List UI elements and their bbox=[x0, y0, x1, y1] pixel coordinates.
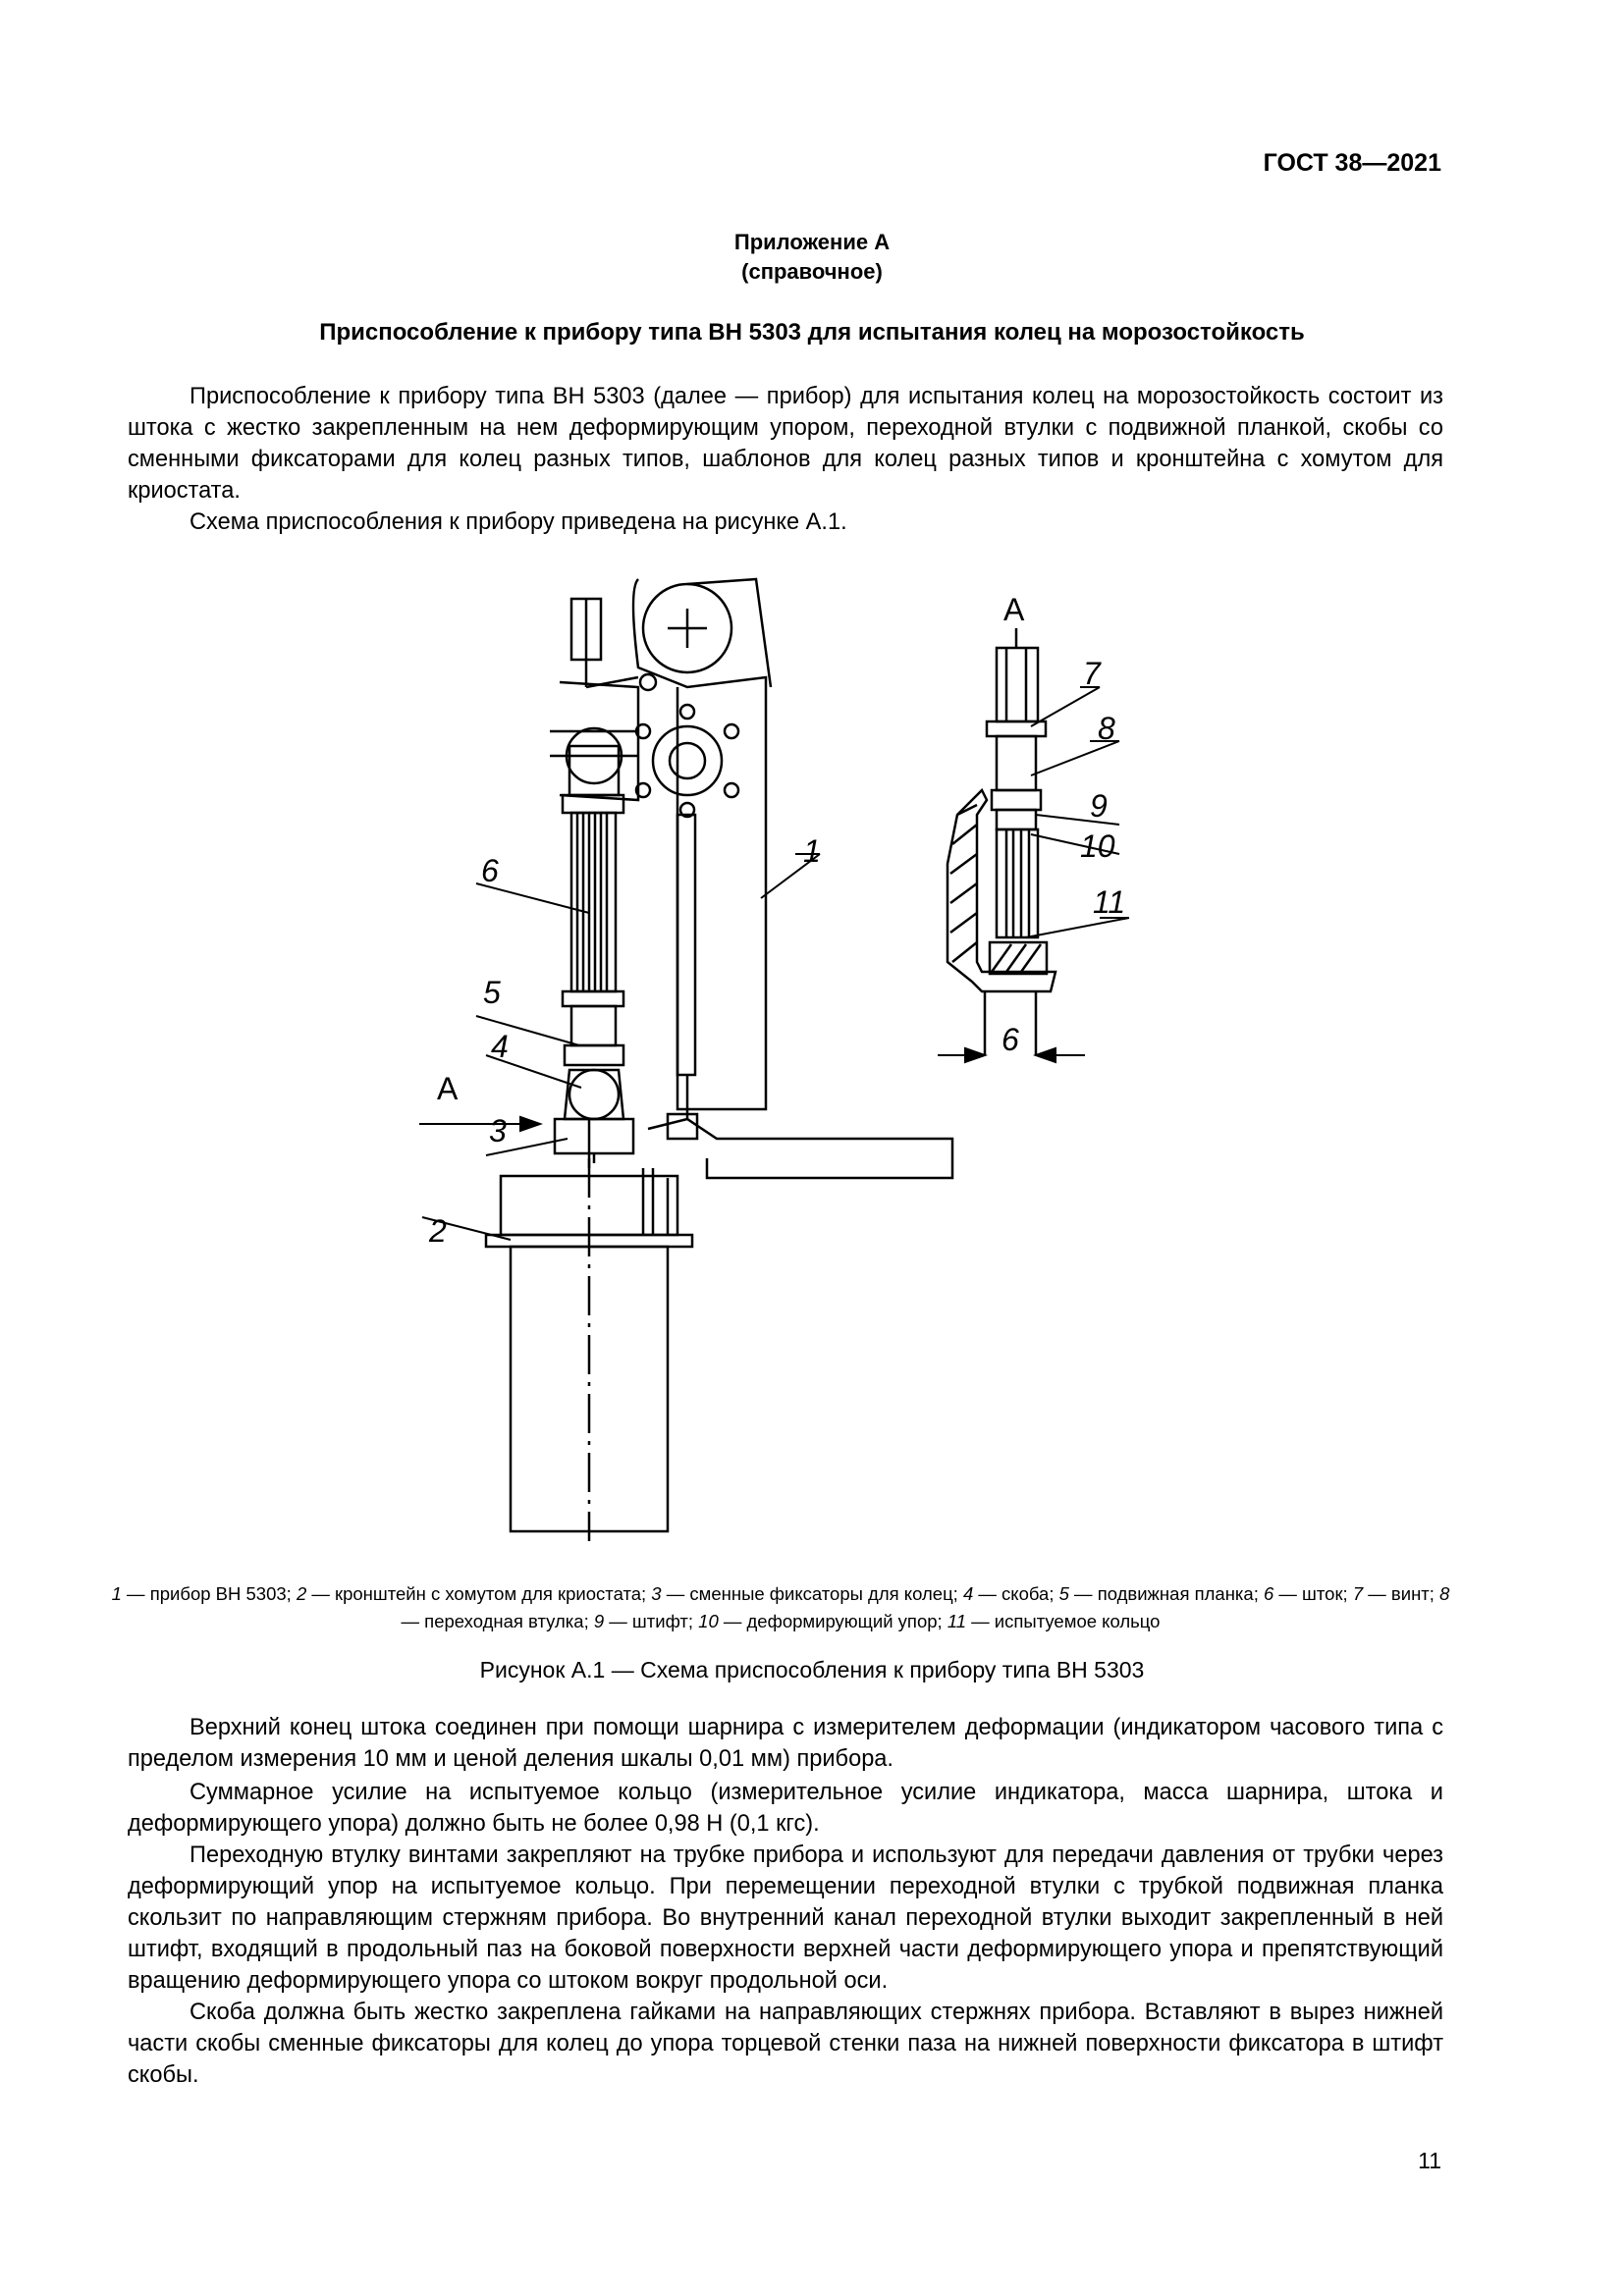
legend-text: — сменные фиксаторы для колец; bbox=[661, 1583, 963, 1604]
legend-num: 4 bbox=[962, 1583, 974, 1604]
legend-text: — испытуемое кольцо bbox=[966, 1611, 1161, 1631]
legend-num: 10 bbox=[698, 1611, 719, 1631]
label-7: 7 bbox=[1083, 656, 1101, 691]
label-6: 6 bbox=[481, 853, 499, 888]
figure-legend bbox=[108, 1580, 1453, 1635]
section-title: Приспособление к прибору типа ВН 5303 для испытания колец на морозостойкость bbox=[319, 319, 1305, 346]
legend-text: — кронштейн с хомутом для криостата; bbox=[306, 1583, 652, 1604]
body-paragraph-2 bbox=[128, 1777, 1443, 1840]
legend-num: 5 bbox=[1058, 1583, 1069, 1604]
legend-num: 11 bbox=[947, 1611, 967, 1631]
standard-number: ГОСТ 38—2021 bbox=[1263, 149, 1441, 177]
legend-text: — подвижная планка; bbox=[1068, 1583, 1264, 1604]
legend-num: 7 bbox=[1352, 1583, 1364, 1604]
label-5: 5 bbox=[483, 975, 501, 1010]
intro-text-2: Схема приспособления к прибору приведена на рисунке А.1. bbox=[189, 509, 847, 535]
page-number: 11 bbox=[1418, 2148, 1441, 2173]
figure-caption: Рисунок А.1 — Схема приспособления к прибору типа ВН 5303 bbox=[479, 1657, 1145, 1682]
legend-num: 3 bbox=[651, 1583, 662, 1604]
body-paragraph-4 bbox=[128, 1997, 1443, 2091]
body-text-4: Скоба должна быть жестко закреплена гайками на направляющих стержнях прибора. Вставляют в вырез нижней части скобы сменные фиксаторы для колец до упора торцевой стенки паза на нижней поверхности фиксатора в штифт скобы. bbox=[128, 2000, 1443, 2088]
legend-num: 1 bbox=[111, 1583, 122, 1604]
main-device-view bbox=[486, 579, 952, 1541]
label-11: 11 bbox=[1093, 884, 1126, 920]
intro-text-1: Приспособление к прибору типа ВН 5303 (далее — прибор) для испытания колец на морозостойкость состоит из штока с жестко закрепленным на нем деформирующим упором, переходной втулки с подвижной планкой, скобы со сменными фиксаторами для колец разных типов, шаблонов для колец разных типов и кронштейна с хомутом для криостата. bbox=[128, 384, 1443, 504]
label-1: 1 bbox=[803, 833, 821, 869]
view-a-label: А bbox=[1003, 592, 1025, 627]
main-view-leaders bbox=[419, 854, 820, 1240]
legend-num: 9 bbox=[593, 1611, 605, 1631]
label-3: 3 bbox=[489, 1113, 507, 1148]
legend-text: — деформирующий упор; bbox=[718, 1611, 947, 1631]
legend-text: — скоба; bbox=[973, 1583, 1059, 1604]
annex-subtitle: (справочное) bbox=[741, 259, 883, 284]
legend-text: — переходная втулка; bbox=[401, 1611, 594, 1631]
arrow-a-label: А bbox=[437, 1071, 459, 1106]
legend-text: — прибор ВН 5303; bbox=[121, 1583, 297, 1604]
label-4: 4 bbox=[491, 1029, 509, 1064]
legend-num: 2 bbox=[296, 1583, 307, 1604]
body-text-3: Переходную втулку винтами закрепляют на трубке прибора и используют для передачи давления от трубки через деформирующий упор на испытуемое кольцо. При перемещении переходной втулки с трубкой подвижная планка скользит по направляющим стержням прибора. Во внутренний канал переходной втулки выходит закрепленный в ней штифт, входящий в продольный паз на боковой поверхности верхней части деформирующего упора и препятствующий вращению деформирующего упора со штоком вокруг продольной оси. bbox=[128, 1842, 1443, 1994]
legend-text: — штифт; bbox=[604, 1611, 699, 1631]
label-9: 9 bbox=[1090, 788, 1108, 824]
legend-text: — винт; bbox=[1363, 1583, 1440, 1604]
body-text-2: Суммарное усилие на испытуемое кольцо (измерительное усилие индикатора, масса шарнира, штока и деформирующего упора) должно быть не более 0,98 Н (0,1 кгс). bbox=[128, 1780, 1443, 1837]
body-paragraph-1 bbox=[128, 1712, 1443, 1775]
label-8: 8 bbox=[1098, 711, 1115, 746]
legend-num: 8 bbox=[1439, 1583, 1450, 1604]
legend-num: 6 bbox=[1263, 1583, 1274, 1604]
dimension-6: 6 bbox=[1001, 1022, 1019, 1057]
label-2: 2 bbox=[429, 1213, 447, 1249]
detail-view-a bbox=[947, 628, 1056, 1055]
label-10: 10 bbox=[1080, 828, 1115, 864]
annex-title: Приложение А bbox=[733, 230, 891, 254]
legend-text: — шток; bbox=[1273, 1583, 1353, 1604]
body-text-1: Верхний конец штока соединен при помощи шарнира с измерителем деформации (индикатором часового типа с пределом измерения 10 мм и ценой деления шкалы 0,01 мм) прибора. bbox=[128, 1715, 1443, 1772]
body-paragraph-3 bbox=[128, 1840, 1443, 1997]
